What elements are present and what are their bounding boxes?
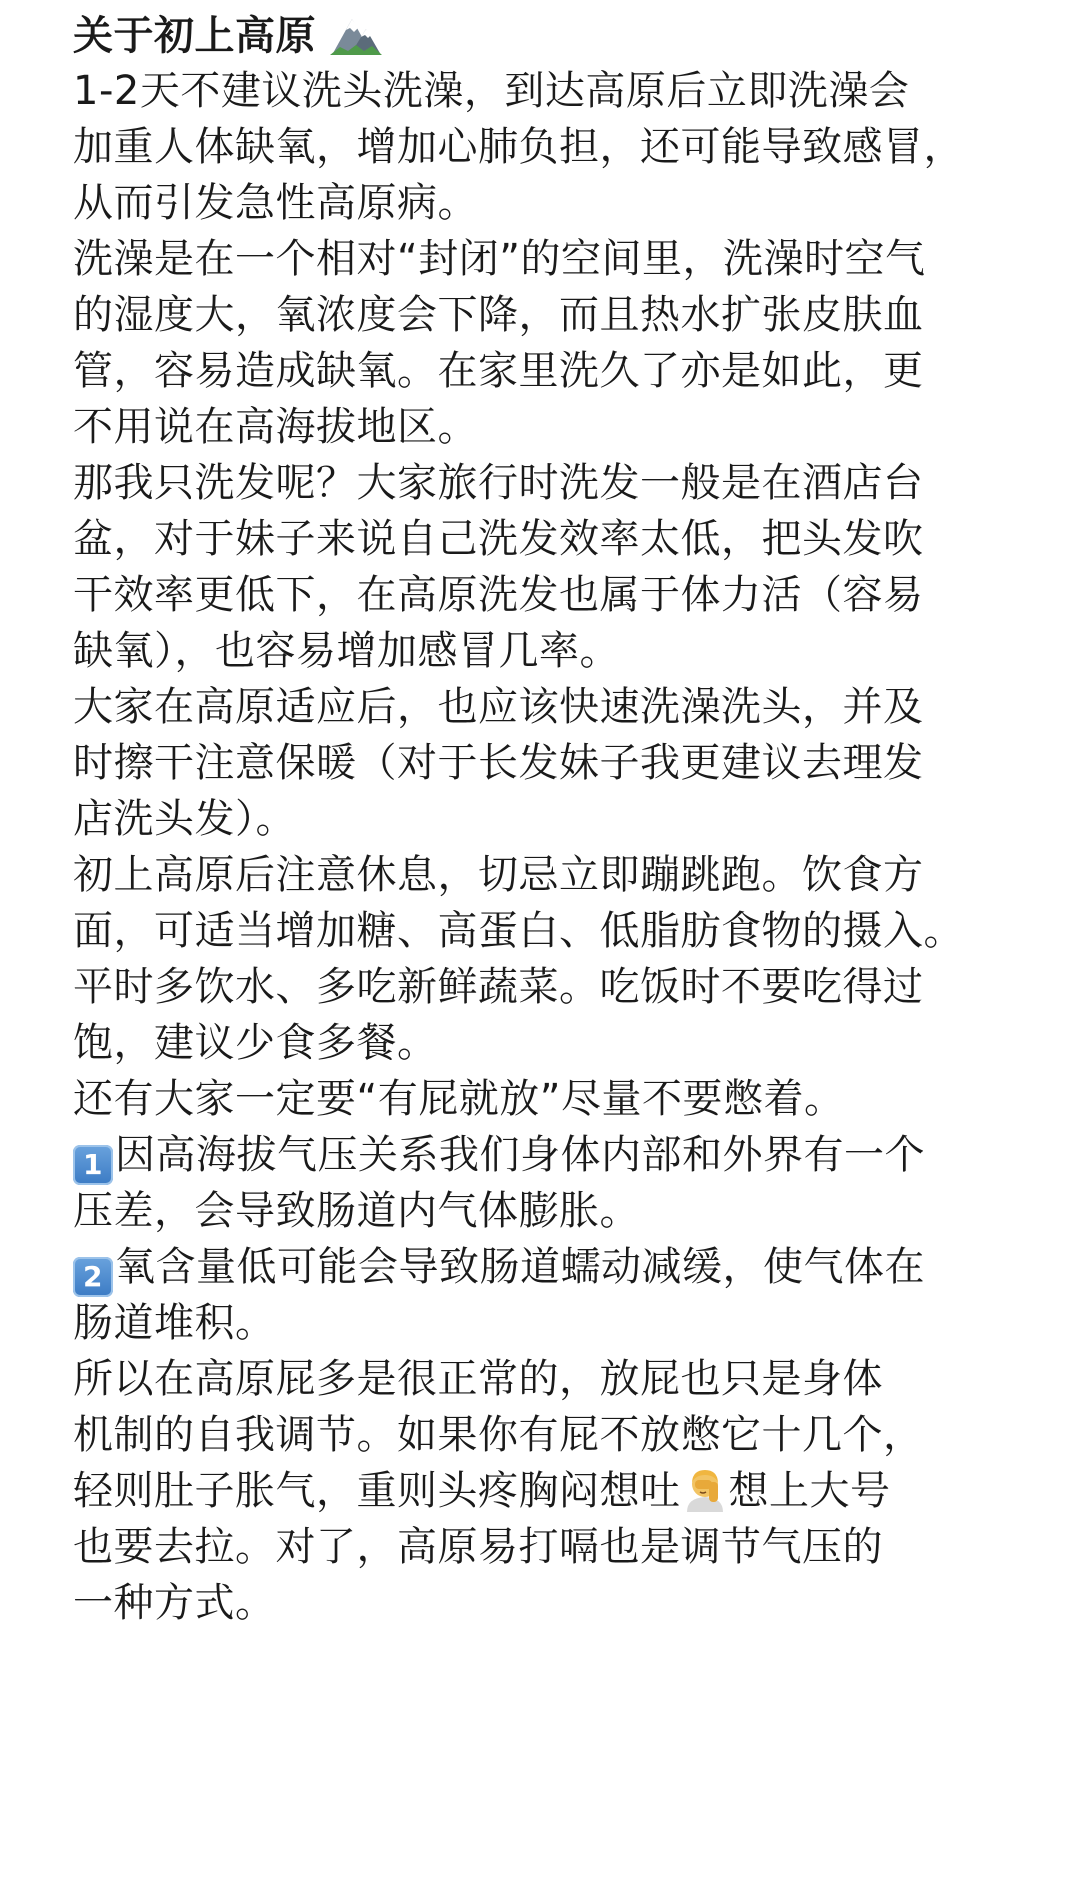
text-line: 所以在高原屁多是很正常的，放屁也只是身体: [73, 1356, 883, 1402]
text-line: 压差，会导致肠道内气体膨胀。: [73, 1188, 640, 1234]
text-line: 的湿度大，氧浓度会下降，而且热水扩张皮肤血: [73, 292, 924, 338]
text-line: 管，容易造成缺氧。在家里洗久了亦是如此，更: [73, 348, 924, 394]
text-line: 缺氧），也容易增加感冒几率。: [73, 628, 620, 674]
text-line: 洗澡是在一个相对“封闭”的空间里，洗澡时空气: [73, 236, 926, 282]
text-line: 加重人体缺氧，增加心肺负担，还可能导致感冒，: [73, 124, 964, 170]
text-line: 干效率更低下，在高原洗发也属于体力活（容易: [73, 572, 924, 618]
text-line: 还有大家一定要“有屁就放”尽量不要憋着。: [73, 1076, 845, 1122]
text-line: 饱，建议少食多餐。: [73, 1020, 438, 1066]
numbered-item-2: [73, 1235, 1063, 1299]
text-line: 大家在高原适应后，也应该快速洗澡洗头，并及: [73, 684, 924, 730]
text-line: 盆，对于妹子来说自己洗发效率太低，把头发吹: [73, 516, 924, 562]
text-line: 面，可适当增加糖、高蛋白、低脂肪食物的摄入。: [73, 908, 964, 954]
numbered-item-text: 氧含量低可能会导致肠道蠕动减缓，使气体在: [115, 1244, 925, 1290]
text-segment: 想上大号: [728, 1468, 891, 1514]
text-segment: 轻则肚子胀气，重则头疼胸闷想吐: [73, 1468, 681, 1514]
text-line: 那我只洗发呢？大家旅行时洗发一般是在酒店台: [73, 460, 924, 506]
numbered-item-1: [73, 1123, 1063, 1187]
text-line: 一种方式。: [73, 1580, 276, 1626]
text-line: 1-2天不建议洗头洗澡，到达高原后立即洗澡会: [73, 68, 910, 114]
keycap-1-icon: 1: [73, 1145, 113, 1185]
text-line: 肠道堆积。: [73, 1300, 276, 1346]
text-line: 店洗头发）。: [73, 796, 296, 842]
keycap-2-icon: 2: [73, 1257, 113, 1297]
text-line: 机制的自我调节。如果你有屁不放憋它十几个，: [73, 1412, 924, 1458]
text-line: 不用说在高海拔地区。: [73, 404, 478, 450]
text-line: 也要去拉。对了，高原易打嗝也是调节气压的: [73, 1524, 883, 1570]
numbered-item-text: 因高海拔气压关系我们身体内部和外界有一个: [115, 1132, 925, 1178]
text-line: 初上高原后注意休息，切忌立即蹦跳跑。饮食方: [73, 852, 924, 898]
text-line: 平时多饮水、多吃新鲜蔬菜。吃饭时不要吃得过: [73, 964, 924, 1010]
emoji-line: [73, 1459, 1063, 1523]
text-line: 从而引发急性高原病。: [73, 180, 478, 226]
text-line: 时擦干注意保暖（对于长发妹子我更建议去理发: [73, 740, 924, 786]
note-title: 关于初上高原: [73, 13, 316, 59]
